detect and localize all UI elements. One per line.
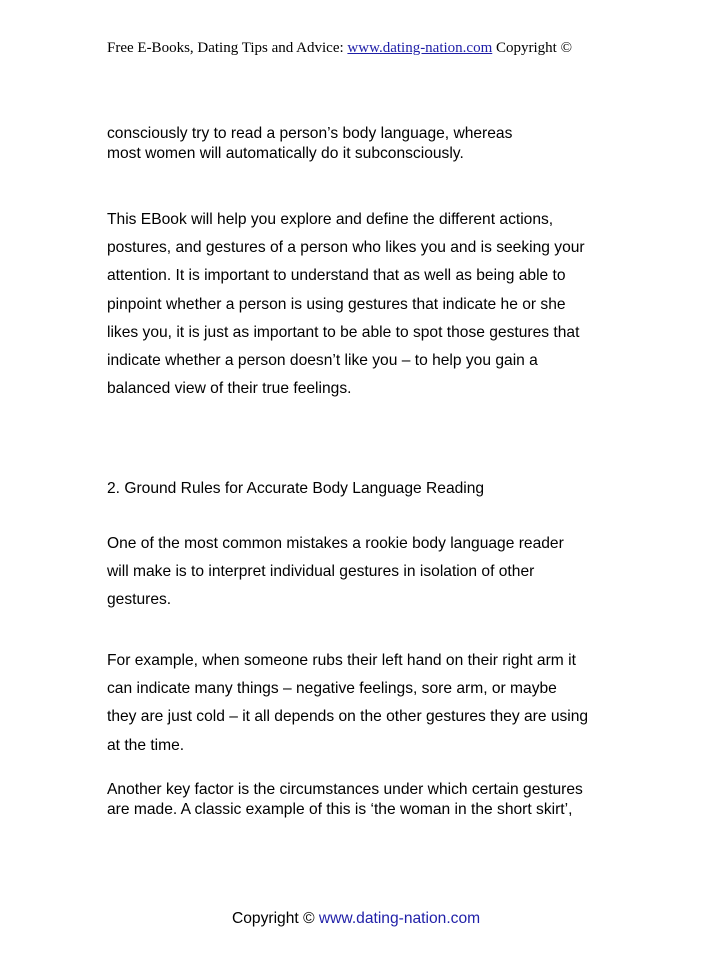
paragraph-circumstances [107, 780, 583, 820]
paragraph-example [107, 647, 588, 760]
text-line: attention. It is important to understand that as well as being able to [107, 267, 566, 285]
text-line: pinpoint whether a person is using gestures that indicate he or she [107, 295, 566, 313]
text-line: will make is to interpret individual gestures in isolation of other [107, 563, 535, 581]
text-line: Another key factor is the circumstances under which certain gestures [107, 781, 583, 798]
text-line: postures, and gestures of a person who likes you and is seeking your [107, 239, 585, 257]
header-copyright: Copyright © [492, 40, 572, 56]
page-footer [232, 910, 480, 928]
footer-copyright: Copyright © [232, 910, 319, 927]
text-line: they are just cold – it all depends on the other gestures they are using [107, 708, 589, 726]
section-heading-text: 2. Ground Rules for Accurate Body Language Reading [107, 480, 485, 497]
text-line: balanced view of their true feelings. [107, 380, 352, 398]
text-line: gestures. [107, 591, 172, 609]
section-heading [107, 479, 484, 499]
text-line: One of the most common mistakes a rookie body language reader [107, 535, 564, 552]
text-line: consciously try to read a person’s body language, whereas [107, 125, 513, 142]
page-header [107, 40, 572, 57]
text-line: are made. A classic example of this is ‘the woman in the short skirt’, [107, 801, 573, 818]
text-line: most women will automatically do it subconsciously. [107, 145, 464, 162]
header-website-link[interactable]: www.dating-nation.com [347, 40, 493, 56]
text-line: at the time. [107, 736, 185, 754]
text-line: For example, when someone rubs their left hand on their right arm it [107, 652, 576, 669]
text-line: indicate whether a person doesn’t like you – to help you gain a [107, 352, 538, 370]
footer-website-link[interactable]: www.dating-nation.com [318, 910, 481, 927]
header-text: Free E-Books, Dating Tips and Advice: [107, 40, 348, 56]
paragraph-intro-continued [107, 124, 512, 164]
paragraph-ebook-purpose [107, 206, 585, 403]
text-line: can indicate many things – negative feelings, sore arm, or maybe [107, 680, 557, 698]
paragraph-common-mistakes [107, 530, 564, 615]
text-line: likes you, it is just as important to be able to spot those gestures that [107, 323, 580, 341]
text-line: This EBook will help you explore and define the different actions, [107, 211, 554, 228]
